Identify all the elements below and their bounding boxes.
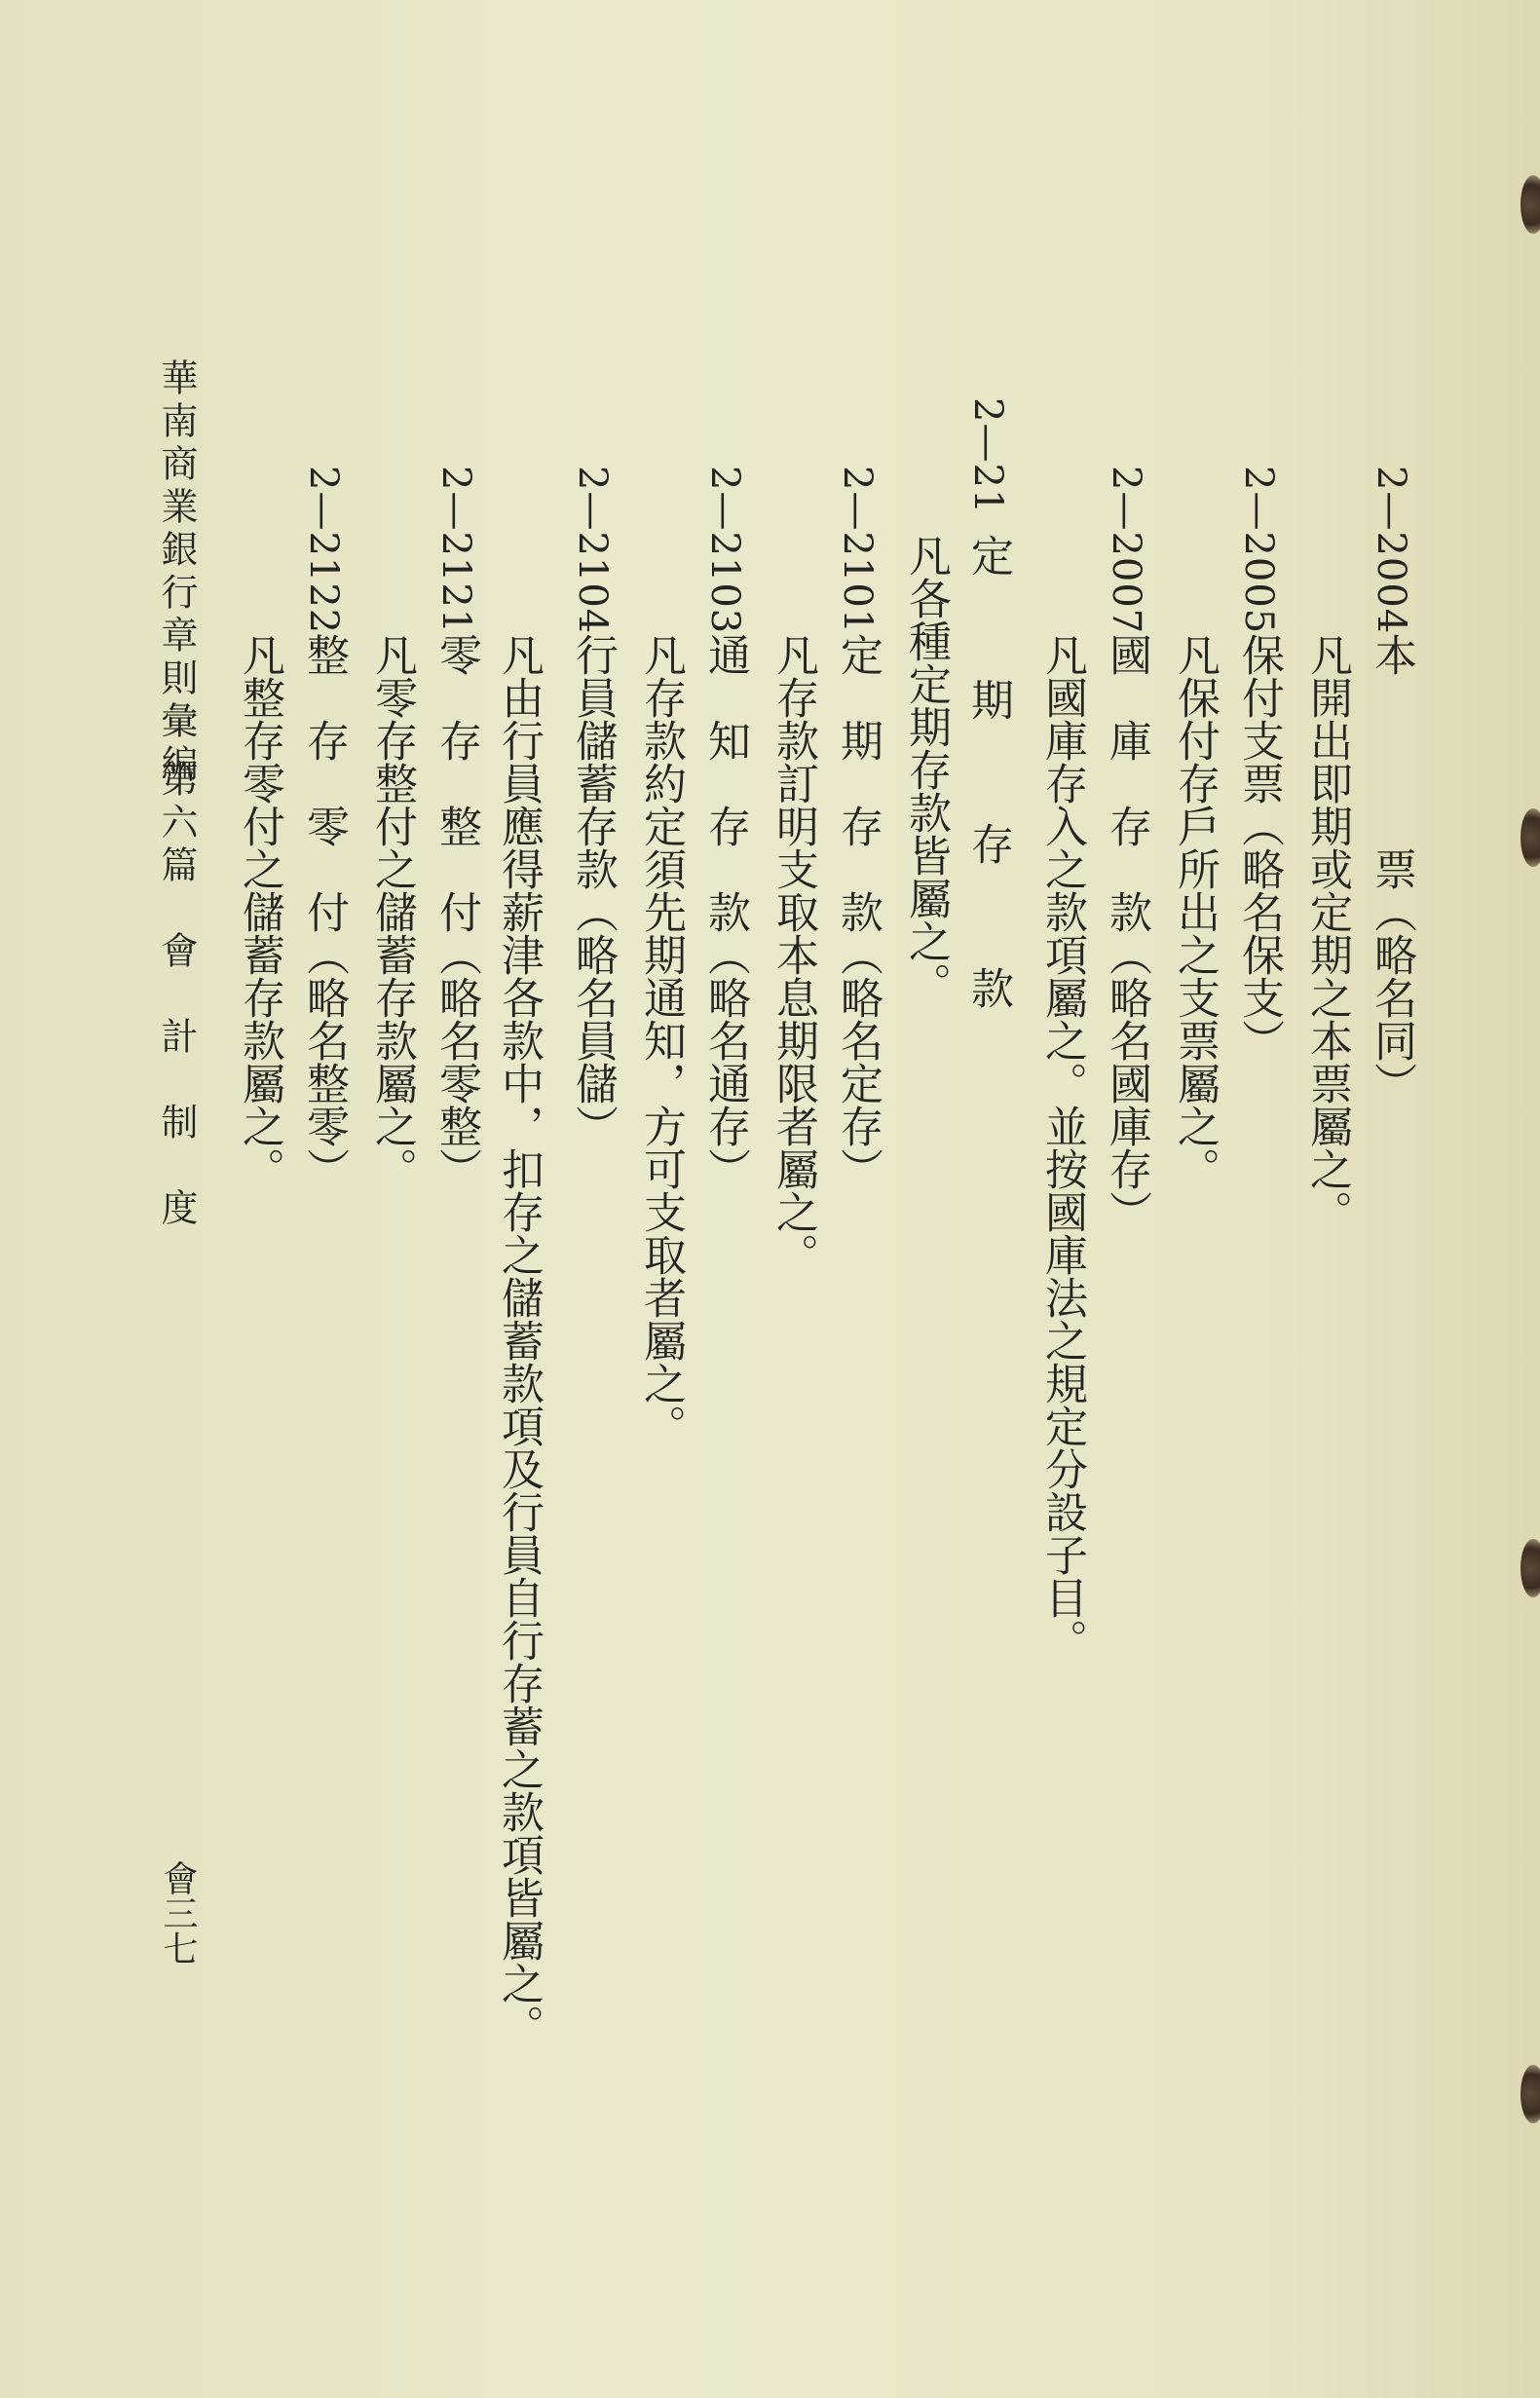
entry-title: 保付支票（略名保支） <box>1234 633 1284 1062</box>
entry-title: 定 期 存 款（略名定存） <box>833 633 883 1190</box>
binding-hole <box>1521 2065 1540 2123</box>
entry-title: 定 期 存 款 <box>963 534 1013 1038</box>
entry-description: 凡由行員應得薪津各款中，扣存之儲蓄款項及行員自行存蓄之款項皆屬之。 <box>494 633 544 2047</box>
entry-description: 凡國庫存入之款項屬之。並按國庫法之規定分設子目。 <box>1037 633 1087 1662</box>
entry-description: 凡整存零付之儲蓄存款屬之。 <box>235 633 284 1190</box>
entry-code: 2—2104 <box>570 466 615 635</box>
entry-code: 2—2005 <box>1236 466 1281 635</box>
entry-code: 2—2004 <box>1369 466 1413 635</box>
entry-description: 凡開出即期或定期之本票屬之。 <box>1302 633 1352 1233</box>
entry-description: 凡各種定期存款皆屬之。 <box>901 534 951 1005</box>
entry-code: 2—2121 <box>433 466 478 635</box>
entry-title: 行員儲蓄存款（略名員儲） <box>568 633 618 1147</box>
entry-description: 凡存款約定須先期通知，方可支取者屬之。 <box>636 633 686 1447</box>
entry-description: 凡保付存戶所出之支票屬之。 <box>1170 633 1220 1190</box>
page-number: 會三七 <box>158 1860 198 1966</box>
entry-title: 國 庫 存 款（略名國庫存） <box>1102 633 1151 1233</box>
entry-code: 2—2007 <box>1104 466 1148 635</box>
entry-title: 通 知 存 款（略名通存） <box>700 633 750 1190</box>
entry-title: 整 存 零 付（略名整零） <box>299 633 349 1190</box>
section-title: 第六篇 會 計 制 度 <box>155 760 198 1231</box>
entry-description: 凡存款訂明支取本息期限者屬之。 <box>769 633 818 1276</box>
entry-code: 2—21 <box>965 397 1010 515</box>
entry-title: 本 票（略名同） <box>1367 633 1416 1105</box>
entry-code: 2—2122 <box>301 466 346 635</box>
entry-code: 2—2103 <box>702 466 747 635</box>
binding-hole <box>1521 808 1540 867</box>
book-title: 華南商業銀行章則彙編 <box>155 358 198 787</box>
binding-hole <box>1521 1539 1540 1597</box>
entry-title: 零 存 整 付（略名零整） <box>432 633 481 1190</box>
entry-code: 2—2101 <box>835 466 880 635</box>
binding-hole <box>1521 175 1540 234</box>
entry-description: 凡零存整付之儲蓄存款屬之。 <box>367 633 417 1190</box>
